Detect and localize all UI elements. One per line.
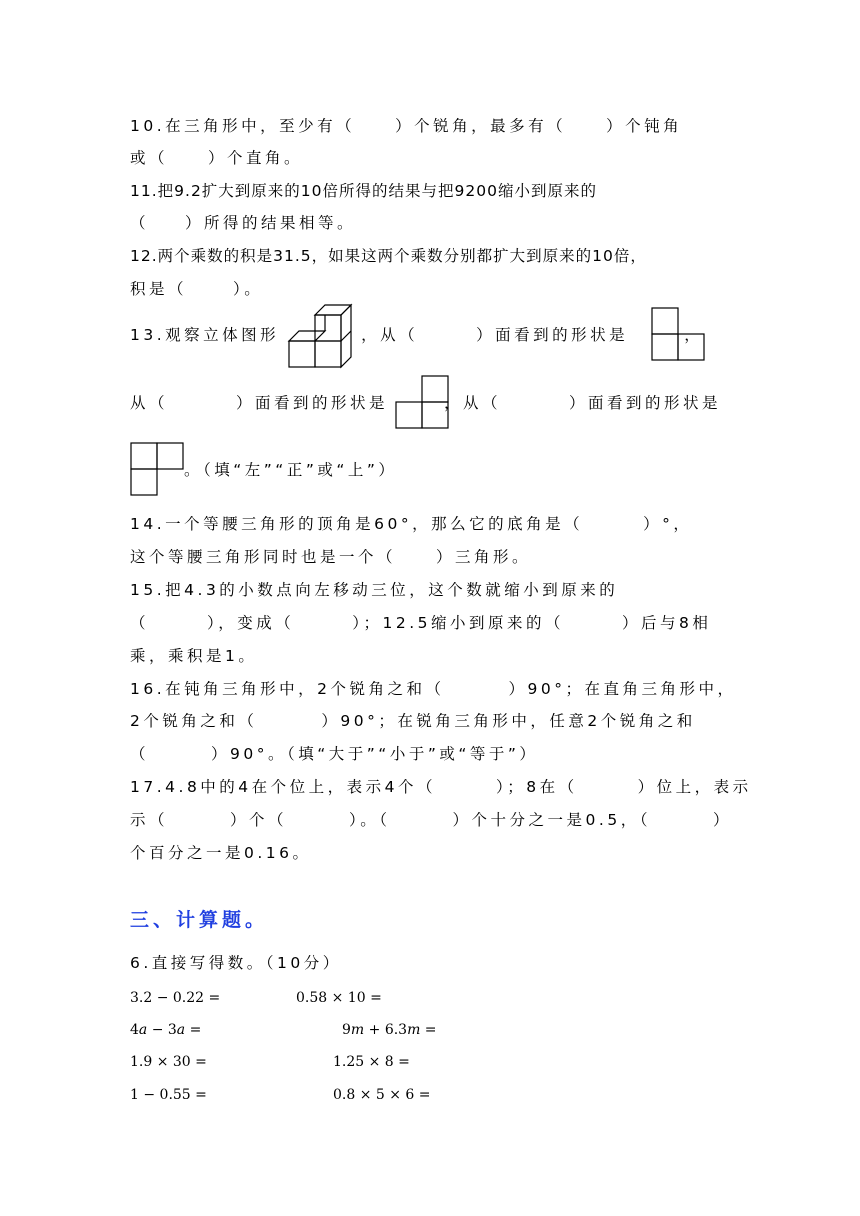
calc-item-5: 1.9 × 30 = xyxy=(130,1054,207,1070)
question-14-line-1: 14.一个等腰三角形的顶角是60°，那么它的底角是（ ）°， xyxy=(130,515,693,533)
question-17-line-1: 17.4.8中的4在个位上，表示4个（ ）；8在（ ）位上，表示 xyxy=(130,778,752,796)
question-14-line-2: 这个等腰三角形同时也是一个（ ）三角形。 xyxy=(130,548,532,566)
question-13-line-1: 13.观察立体图形 ，从（ ）面看到的形状是 ， xyxy=(130,326,704,344)
question-15-line-1: 15.把4.3的小数点向左移动三位，这个数就缩小到原来的 xyxy=(130,581,619,599)
question-17-line-3: 个百分之一是0.16。 xyxy=(130,844,312,862)
question-12-line-2: 积是（ ）。 xyxy=(130,280,264,298)
section-title-calculation: 三、计算题。 xyxy=(130,909,269,931)
solid-figure-cubes xyxy=(287,299,367,369)
question-15-line-2: （ ），变成（ ）；12.5缩小到原来的（ ）后与8相 xyxy=(130,614,712,632)
question-12-line-1: 12.两个乘数的积是31.5，如果这两个乘数分别都扩大到原来的10倍， xyxy=(130,247,647,265)
question-10-line-1: 10.在三角形中，至少有（ ）个锐角，最多有（ ）个钝角 xyxy=(130,117,683,135)
calc-item-6: 1.25 × 8 = xyxy=(333,1054,410,1070)
view-shape-2 xyxy=(395,375,449,429)
question-16-line-3: （ ）90°。（填“大于”“小于”或“等于”） xyxy=(130,745,539,763)
calc-item-3: 4𝑎 − 3𝑎 = xyxy=(130,1022,202,1038)
question-17-line-2: 示（ ）个（ ）。（ ）个十分之一是0.5，（ ） xyxy=(130,811,732,829)
calc-item-7: 1 − 0.55 = xyxy=(130,1087,207,1103)
question-16-line-1: 16.在钝角三角形中，2个锐角之和（ ）90°；在直角三角形中， xyxy=(130,680,737,698)
calc-item-8: 0.8 × 5 × 6 = xyxy=(333,1087,431,1103)
question-11-line-2: （ ）所得的结果相等。 xyxy=(130,214,357,232)
view-shape-3 xyxy=(130,442,184,496)
calc-item-2: 0.58 × 10 = xyxy=(296,990,382,1006)
calc-item-1: 3.2 − 0.22 = xyxy=(130,990,221,1006)
question-16-line-2: 2个锐角之和（ ）90°；在锐角三角形中，任意2个锐角之和 xyxy=(130,712,696,730)
view-shape-1 xyxy=(651,307,705,361)
calc-item-4: 9𝑚 + 6.3𝑚 = xyxy=(342,1022,437,1038)
question-6-title: 6.直接写得数。（10分） xyxy=(130,954,342,972)
question-13-line-2: 从（ ）面看到的形状是 ，从（ ）面看到的形状是 xyxy=(130,394,722,412)
question-15-line-3: 乘，乘积是1。 xyxy=(130,647,258,665)
question-13-line-3: 。（填“左”“正”或“上”） xyxy=(184,461,398,479)
question-11-line-1: 11.把9.2扩大到原来的10倍所得的结果与把9200缩小到原来的 xyxy=(130,182,597,200)
question-10-line-2: 或（ ）个直角。 xyxy=(130,149,304,167)
